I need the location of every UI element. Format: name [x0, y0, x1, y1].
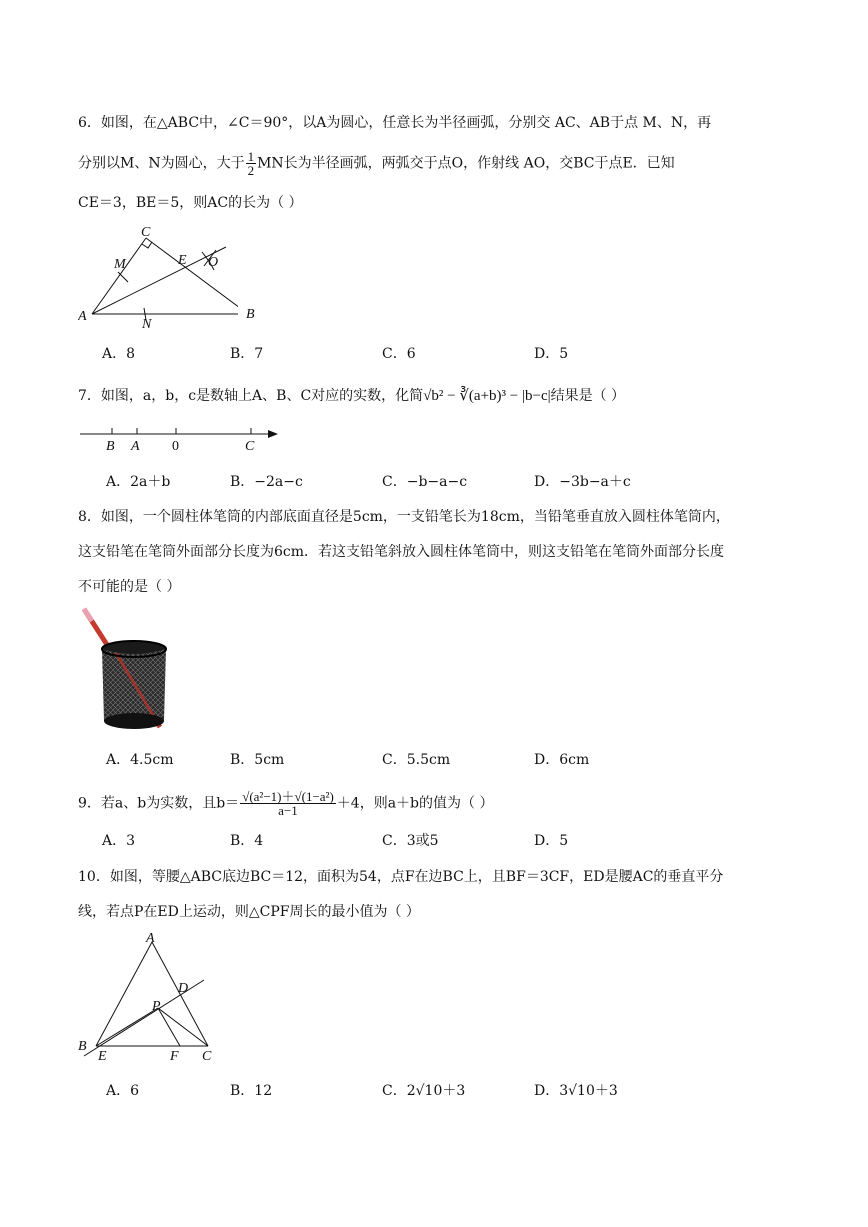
q10-option-d: D．3√10＋3 — [534, 1083, 618, 1099]
q6-label-N: N — [142, 317, 152, 332]
q10-option-b: B．12 — [230, 1083, 273, 1099]
q6-line1: 6．如图，在△ABC中，∠C＝90°，以A为圆心，任意长为半径画弧，分别交 AC、AB于点 M、N，再 — [78, 115, 712, 131]
q6-option-c: C．6 — [382, 346, 416, 362]
q10-label-A: A — [146, 931, 155, 946]
q8-line3: 不可能的是（ ） — [78, 579, 181, 595]
q10-label-C: C — [202, 1049, 212, 1064]
q9-stem-start: 9．若a、b为实数，且b＝ — [78, 795, 240, 812]
q6-line2-end: MN长为半径画弧，两弧交于点O，作射线 AO，交BC于点E．已知 — [257, 155, 675, 172]
q7-option-c: C．−b−a−c — [382, 474, 468, 490]
q6-line3: CE＝3，BE＝5，则AC的长为（ ） — [78, 195, 303, 211]
q8-option-b: B．5cm — [230, 752, 285, 768]
q6-label-O: O — [208, 255, 219, 270]
q8-option-c: C．5.5cm — [382, 752, 451, 768]
q10-triangle-figure — [76, 928, 226, 1066]
q10-option-c: C．2√10＋3 — [382, 1083, 466, 1099]
q8-option-a: A．4.5cm — [106, 752, 174, 768]
q8-line2: 这支铅笔在笔筒外面部分长度为6cm．若这支铅笔斜放入圆柱体笔筒中，则这支铅笔在笔筒外面部分长度 — [78, 544, 725, 560]
q7-option-a: A．2a＋b — [106, 474, 171, 490]
q6-line2 — [78, 150, 675, 177]
q9-stem-end: ＋4，则a＋b的值为（ ） — [336, 795, 494, 812]
q7-option-d: D．−3b−a＋c — [534, 474, 631, 490]
q10-label-F: F — [170, 1049, 179, 1064]
q7-label-zero: 0 — [172, 439, 179, 454]
q6-label-E: E — [178, 253, 187, 268]
q9-fraction: $\frac{\text{√(a²−1)＋√(1−a²)}}{a-1}$ — [242, 789, 334, 818]
q7-label-B: B — [106, 439, 115, 454]
q10-label-D: D — [178, 981, 189, 996]
q10-label-P: P — [152, 999, 161, 1014]
q6-label-C: C — [141, 225, 151, 240]
q6-option-a: A．8 — [102, 346, 136, 362]
q6-label-B: B — [246, 307, 255, 322]
q10-label-E: E — [98, 1049, 107, 1064]
q10-line2: 线，若点P在ED上运动，则△CPF周长的最小值为（ ） — [78, 904, 420, 920]
q6-label-M: M — [114, 257, 126, 272]
q6-line2-start: 分别以M、N为圆心，大于 — [78, 155, 245, 172]
q6-triangle-figure — [78, 222, 238, 337]
q6-option-b: B．7 — [230, 346, 264, 362]
q7-stem — [78, 386, 625, 406]
q10-label-B: B — [78, 1039, 87, 1054]
q9-option-d: D．5 — [534, 833, 569, 849]
q6-fraction: $\frac{1}{2}$ — [247, 149, 255, 178]
q6-option-d: D．5 — [534, 346, 569, 362]
q7-stem-start: 7．如图，a，b，c是数轴上A、B、C对应的实数，化简 — [78, 388, 424, 404]
q9-option-b: B．4 — [230, 833, 264, 849]
q7-expression: √b² − ∛(a+b)³ − |b−c| — [423, 388, 551, 404]
q7-label-C: C — [245, 439, 255, 454]
q8-line1: 8．如图，一个圆柱体笔筒的内部底面直径是5cm，一支铅笔长为18cm，当铅笔垂直放入圆柱体笔筒内， — [78, 509, 730, 525]
q6-label-A: A — [78, 309, 87, 324]
q9-stem — [78, 790, 493, 817]
q7-number-line — [78, 420, 283, 456]
q7-label-A: A — [131, 439, 140, 454]
q9-option-c: C．3或5 — [382, 833, 439, 849]
q10-line1: 10．如图，等腰△ABC底边BC＝12，面积为54，点F在边BC上，且BF＝3CF，ED是腰AC的垂直平分 — [78, 869, 724, 885]
q7-stem-end: 结果是（ ） — [550, 388, 626, 404]
q8-pencil-holder-image — [78, 605, 174, 737]
q6-label-B-holder — [244, 302, 264, 322]
q10-option-a: A．6 — [106, 1083, 140, 1099]
q7-option-b: B．−2a−c — [230, 474, 303, 490]
q9-option-a: A．3 — [102, 833, 136, 849]
q8-option-d: D．6cm — [534, 752, 590, 768]
